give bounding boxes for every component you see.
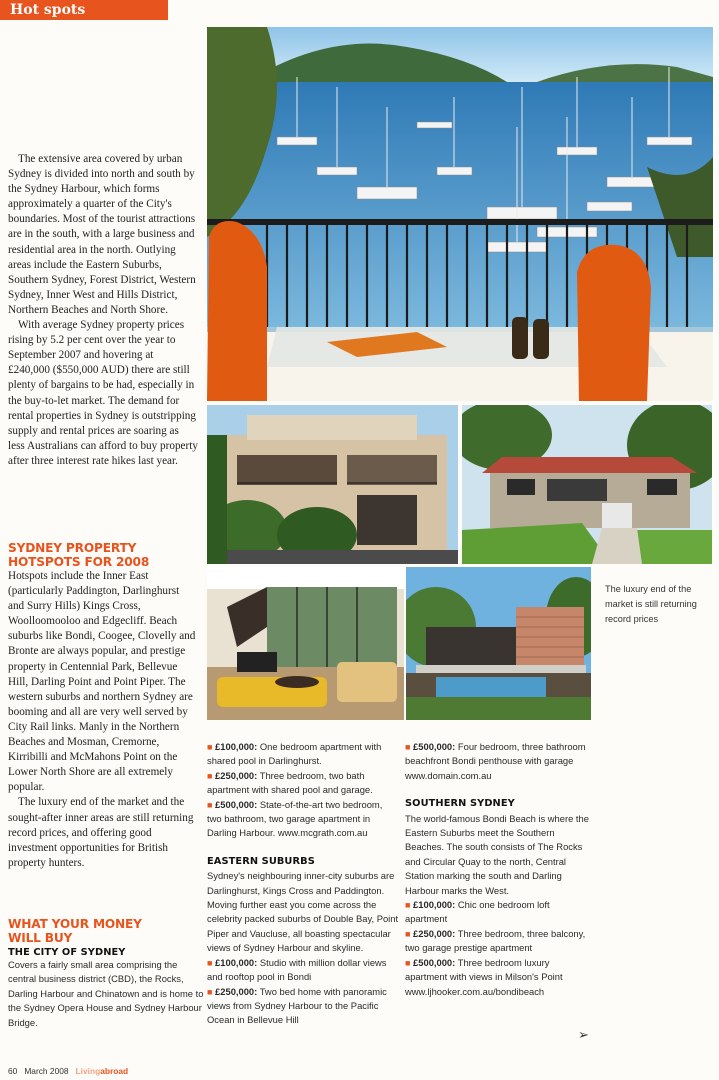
list-item	[207, 985, 399, 1028]
bullet-icon: ■	[207, 742, 213, 752]
list-item	[405, 927, 590, 956]
southern-subheading: SOUTHERN SYDNEY	[405, 798, 515, 810]
section-tab: Hot spots	[0, 0, 168, 20]
listing-price: £500,000:	[413, 956, 456, 968]
money-section	[8, 918, 208, 1030]
listing-text: Chic one bedroom loft apartment	[405, 899, 550, 925]
listing-price: £100,000:	[413, 899, 456, 911]
hotspots-heading: SYDNEY PROPERTY HOTSPOTS FOR 2008	[8, 541, 150, 569]
southern-text: The world-famous Bondi Beach is where the Eastern Suburbs meet the Southern Beaches. The south consists of The Rocks and Circular Quay to the north, Central Station marking the south and Darling Harbour marks the West.	[405, 812, 589, 896]
eastern-website[interactable]: www.domain.com.au	[405, 769, 492, 781]
page-footer	[8, 1066, 128, 1076]
harbour-photo	[207, 27, 713, 401]
listing-price: £100,000:	[215, 741, 258, 752]
listing-price: £250,000:	[215, 985, 258, 997]
city-text: Covers a fairly small area comprising the central business district (CBD), the Rocks, Darling Harbour and Chinatown and is home to the Sydney Opera House and Sydney Harbour Bridge.	[8, 959, 204, 1028]
issue-date: March 2008	[24, 1066, 69, 1076]
house-photo-1	[207, 405, 458, 564]
listing-price: £100,000:	[215, 956, 258, 968]
eastern-text: Sydney's neighbouring inner-city suburbs are Darlinghurst, Kings Cross and Paddington. Moving further east you come across the celebrity packed suburbs of Double Bay, Point Piper and Vaucluse, all boasting spectacular views of Sydney Harbour and skyline.	[207, 870, 399, 954]
eastern-subheading: EASTERN SUBURBS	[207, 855, 315, 867]
city-subheading: THE CITY OF SYDNEY	[8, 947, 126, 958]
hotspots-paragraph-1: Hotspots include the Inner East (particularly Paddington, Darlinghurst and Surry Hills) Kings Cross, Woolloomooloo and Edgecliff. Beach suburbs like Bondi, Coogee, Clovelly and Bronte are always popular, and prestige property in Centennial Park, Bellevue Hill, Darling Point and Point Piper. The western suburbs and northern Sydney are booming and all are very well served by City Rail links. Manly in the Northern Beaches and Mosman, Cremorne, Kirribilli and McMahons Point on the Lower North Shore are all extremely popular.	[8, 570, 196, 794]
list-item	[207, 956, 399, 985]
bullet-icon: ■	[405, 900, 411, 911]
list-item	[207, 798, 399, 841]
bullet-icon: ■	[405, 742, 411, 752]
bullet-icon: ■	[207, 770, 213, 781]
brand-abroad: abroad	[100, 1066, 129, 1076]
bullet-icon: ■	[405, 928, 411, 939]
continue-arrow-icon: ➢	[578, 1028, 589, 1043]
money-heading: WHAT YOUR MONEY WILL BUY	[8, 917, 142, 945]
list-item	[405, 898, 590, 927]
bullet-icon: ■	[405, 957, 411, 968]
listing-text: Three bedroom luxury apartment with views in Milson's Point	[405, 956, 563, 983]
city-listings	[207, 740, 399, 1028]
intro-paragraph-1: The extensive area covered by urban Sydney is divided into north and south by the Sydney Harbour, which forms approximately a quarter of the City's boundaries. Most of the tourist attractions are in the south, with a large business and residential area in the north. Outlying areas include the Eastern Suburbs, Southern Sydney, Forest District, Western Sydney, Inner West and Hills District, Northern Beaches and North Shore.	[8, 153, 196, 316]
listing-text: State-of-the-art two bedroom, two bathroom, two garage apartment in Darling Harbour. www.mcgrath.com.au	[207, 798, 383, 839]
intro-text	[8, 152, 198, 469]
listing-text: One bedroom apartment with shared pool in Darlinghurst.	[207, 741, 382, 767]
brand-living: Living	[75, 1066, 101, 1076]
bullet-icon: ■	[207, 799, 213, 810]
listing-text: Two bed home with panoramic views from Sydney Harbour to the Pacific Ocean in Bellevue Hill	[207, 985, 387, 1026]
house-photo-2	[462, 405, 712, 564]
intro-paragraph-2: With average Sydney property prices rising by 5.2 per cent over the year to September 2007 and hovering at £240,000 ($550,000 AUD) there are still plenty of bargains to be had, especially in the buy-to-let market. The demand for rental properties in Sydney is outstripping supply and rental prices are soaring as less Australians can afford to buy property after three interest rate hikes last year.	[8, 319, 198, 467]
listing-price: £250,000:	[215, 769, 258, 781]
list-item	[405, 956, 590, 985]
listing-text: Four bedroom, three bathroom beachfront Bondi penthouse with garage	[405, 741, 586, 767]
right-column	[405, 740, 590, 999]
southern-website[interactable]: www.ljhooker.com.au/bondibeach	[405, 985, 545, 997]
list-item	[207, 740, 399, 769]
page-number: 60	[8, 1066, 18, 1076]
hotspots-section	[8, 542, 198, 871]
list-item	[207, 769, 399, 798]
listing-text: Studio with million dollar views and rooftop pool in Bondi	[207, 956, 387, 983]
listing-text: Three bedroom, three balcony, two garage prestige apartment	[405, 927, 586, 954]
hotspots-paragraph-2: The luxury end of the market and the sought-after inner areas are still returning record prices, and offering good investment opportunities for British property hunters.	[8, 796, 194, 869]
bullet-icon: ■	[207, 986, 213, 997]
photo-caption: The luxury end of the market is still returning record prices	[605, 584, 697, 624]
listing-text: Three bedroom, two bath apartment with shared pool and garage.	[207, 769, 373, 796]
listing-price: £500,000:	[413, 741, 456, 752]
listing-price: £250,000:	[413, 927, 456, 939]
listing-price: £500,000:	[215, 798, 258, 810]
bullet-icon: ■	[207, 957, 213, 968]
modern-house-photo	[406, 567, 591, 720]
list-item	[405, 740, 590, 769]
interior-photo	[207, 567, 404, 720]
